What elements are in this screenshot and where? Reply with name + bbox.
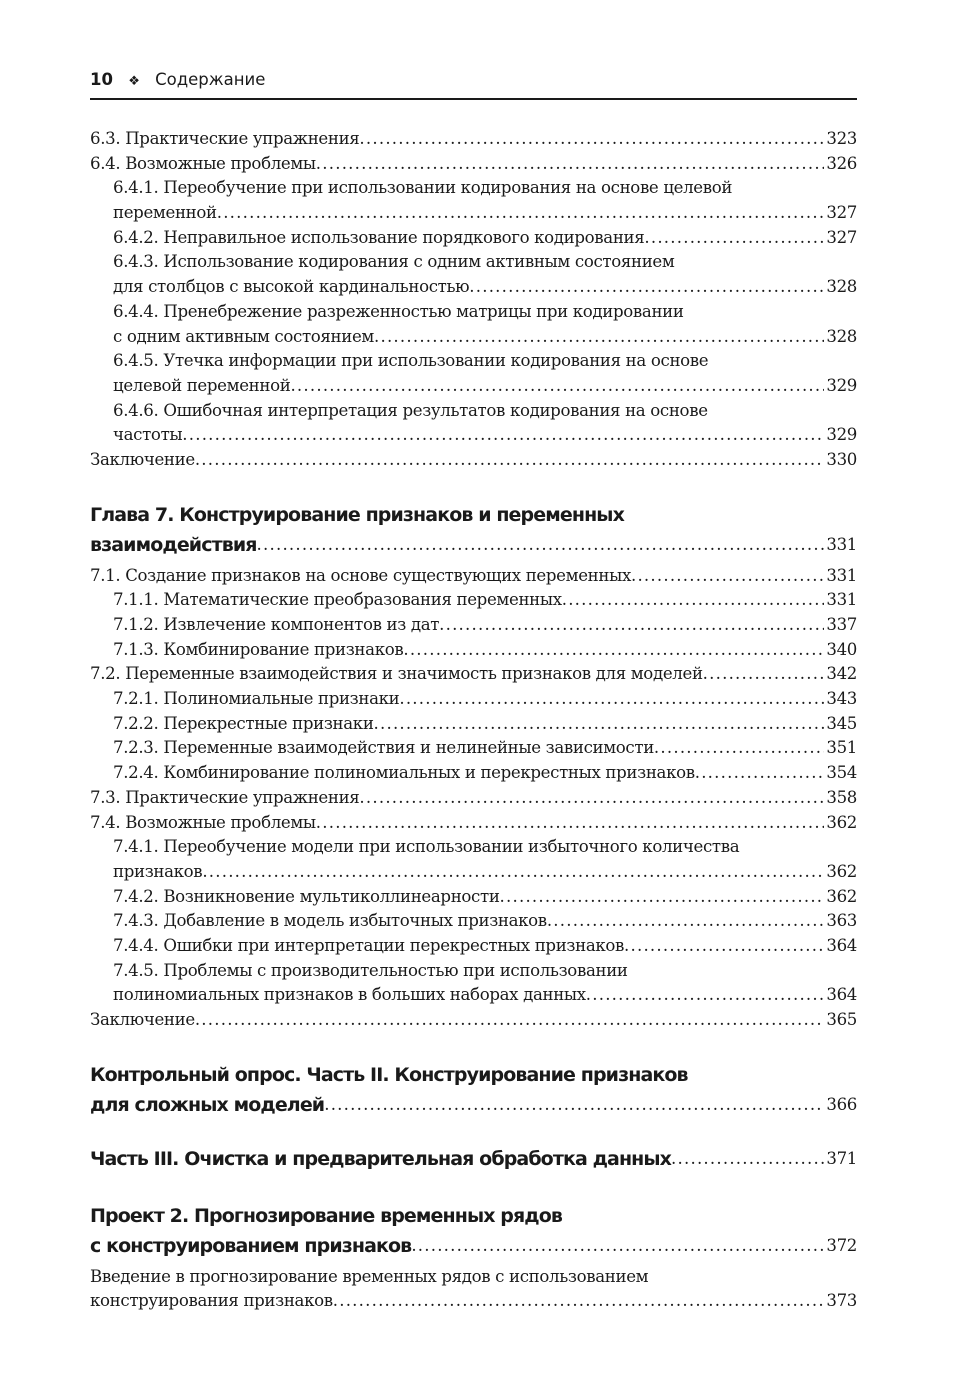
- toc-entry-text: 7.1.2. Извлечение компонентов из дат: [113, 615, 440, 634]
- toc-entry-line-with-page: [90, 564, 857, 589]
- dot-leader: [500, 885, 825, 910]
- toc-entry-text: Часть III. Очистка и предварительная обработка данных: [90, 1147, 672, 1170]
- toc-entry-line: [113, 300, 857, 325]
- dot-leader: [316, 811, 825, 836]
- toc-entry-line-with-page: [113, 909, 857, 934]
- toc-entry-text: Заключение: [90, 449, 195, 469]
- toc-entry-line: [90, 1060, 857, 1090]
- toc-page-number: 366: [826, 1094, 857, 1114]
- toc-entry-text: 7.2.3. Переменные взаимодействия и нелинейные зависимости: [113, 738, 654, 758]
- toc-page-number: 330: [826, 449, 857, 469]
- toc-entry-line-with-page: [90, 662, 857, 687]
- toc-page-number: 329: [826, 425, 857, 445]
- dot-leader: [182, 423, 824, 448]
- toc-page-number: 342: [826, 664, 857, 684]
- toc-entry-text: 7.4.4. Ошибки при интерпретации перекрестных признаков: [113, 935, 625, 955]
- toc-entry-line-with-page: [113, 712, 857, 737]
- dot-leader: [703, 662, 825, 687]
- toc-entry-line-with-page: [113, 201, 857, 226]
- toc-entry[interactable]: [90, 349, 857, 398]
- toc-entry-line-with-page: [113, 638, 857, 663]
- toc-entry-text: для столбцов с высокой кардинальностью: [113, 277, 470, 297]
- toc-entry-text: 6.4.4. Пренебрежение разреженностью матрицы при кодировании: [113, 301, 684, 321]
- toc-entry[interactable]: [90, 300, 857, 349]
- toc-page-number: 362: [826, 812, 857, 832]
- toc-entry-line-with-page: [113, 983, 857, 1008]
- toc-page-number: 331: [826, 534, 857, 554]
- toc-entry-text: полиномиальных признаков в больших наборах данных: [113, 985, 586, 1005]
- toc-entry-line-with-page: [113, 423, 857, 448]
- toc-entry-text: признаков: [113, 861, 203, 881]
- toc-entry[interactable]: [90, 934, 857, 959]
- toc-entry-text: 7.4.3. Добавление в модель избыточных признаков: [113, 911, 547, 931]
- dot-leader: [654, 736, 824, 761]
- dot-leader: [399, 687, 824, 712]
- toc-entry[interactable]: [90, 250, 857, 299]
- dot-leader: [644, 226, 824, 251]
- spacer: [90, 1120, 857, 1144]
- toc-entry[interactable]: [90, 909, 857, 934]
- dot-leader: [290, 374, 824, 399]
- toc-page-number: 343: [826, 689, 857, 709]
- toc-entry-text: 7.4.1. Переобучение модели при использовании избыточного количества: [113, 837, 740, 857]
- dot-leader: [547, 909, 825, 934]
- dot-leader: [695, 761, 825, 786]
- toc-entry-line-with-page: [113, 226, 857, 251]
- toc-page-number: 328: [826, 277, 857, 297]
- toc-entry-line: [113, 349, 857, 374]
- dot-leader: [374, 325, 824, 350]
- dot-leader: [631, 564, 824, 589]
- dot-leader: [439, 613, 824, 638]
- toc-entry-text: Заключение: [90, 1010, 195, 1029]
- toc-chapter-entry[interactable]: [90, 1201, 857, 1261]
- toc-entry-text: 7.1. Создание признаков на основе существующих переменных: [90, 565, 631, 585]
- toc-entry-line-with-page: [90, 811, 857, 836]
- toc-page-number: 327: [826, 227, 857, 247]
- toc-entry-text: 7.2.4. Комбинирование полиномиальных и перекрестных признаков: [113, 763, 695, 783]
- toc-entry-text: Контрольный опрос. Часть II. Конструирование признаков: [90, 1063, 688, 1086]
- running-header: [90, 70, 857, 100]
- toc-page-number: 354: [826, 763, 857, 783]
- toc-entry-line: [113, 176, 857, 201]
- toc-entry-text: 7.4.5. Проблемы с производительностью при использовании: [113, 960, 628, 980]
- toc-entry-text: 7.2. Переменные взаимодействия и значимость признаков для моделей: [90, 664, 703, 684]
- toc-entry-line-with-page: [113, 736, 857, 761]
- toc-entry-text: Проект 2. Прогнозирование временных рядов: [90, 1204, 563, 1227]
- toc-entry-line-with-page: [90, 786, 857, 811]
- dot-leader: [403, 638, 824, 663]
- toc-page-number: 337: [826, 615, 857, 634]
- toc-entry-text: 6.4.2. Неправильное использование порядкового кодирования: [113, 227, 645, 247]
- toc-entry-line-with-page: [90, 1008, 857, 1033]
- toc-entry[interactable]: [90, 152, 857, 177]
- toc-page-number: 364: [826, 935, 857, 955]
- toc-entry-line-with-page: [113, 761, 857, 786]
- toc-page-number: 373: [826, 1291, 857, 1311]
- toc-entry[interactable]: [90, 811, 857, 836]
- dot-leader: [324, 1090, 824, 1120]
- toc-entry[interactable]: [90, 127, 857, 152]
- toc-entry-text: 7.2.2. Перекрестные признаки: [113, 713, 374, 733]
- toc-entry-line-with-page: [113, 325, 857, 350]
- toc-entry[interactable]: [90, 588, 857, 613]
- toc-entry[interactable]: [90, 448, 857, 473]
- toc-page-number: 327: [826, 203, 857, 223]
- toc-page-number: 328: [826, 326, 857, 346]
- dot-leader: [374, 712, 825, 737]
- toc-entry-line-with-page: [113, 687, 857, 712]
- toc-entry-text: целевой переменной: [113, 375, 291, 395]
- toc-entry[interactable]: [90, 226, 857, 251]
- toc-entry-text: Введение в прогнозирование временных рядов с использованием: [90, 1266, 649, 1286]
- toc-entry-line: [90, 500, 857, 530]
- toc-page-number: 364: [826, 985, 857, 1005]
- toc-page-number: 363: [826, 911, 857, 931]
- toc-entry-line: [90, 1201, 857, 1231]
- toc-entry[interactable]: [90, 959, 857, 1008]
- toc-entry-text: 6.4.5. Утечка информации при использовании кодирования на основе: [113, 351, 709, 371]
- toc-entry[interactable]: [90, 761, 857, 786]
- dot-leader: [217, 201, 825, 226]
- toc-chapter-entry[interactable]: [90, 1060, 857, 1120]
- dot-leader: [316, 152, 825, 177]
- toc-page-number: 331: [826, 565, 857, 585]
- dot-leader: [257, 530, 825, 560]
- toc-page-number: 331: [826, 590, 857, 610]
- toc-page-number: 362: [826, 886, 857, 906]
- dot-leader: [202, 860, 824, 885]
- toc-entry-text: переменной: [113, 203, 217, 223]
- dot-leader: [359, 127, 824, 152]
- toc-entry[interactable]: [90, 885, 857, 910]
- toc-entry-line: [113, 835, 857, 860]
- toc-page-number: 329: [826, 375, 857, 395]
- toc-entry-line-with-page: [90, 1144, 857, 1174]
- toc-entry[interactable]: [90, 712, 857, 737]
- toc-entry-text: 6.4.6. Ошибочная интерпретация результатов кодирования на основе: [113, 400, 708, 420]
- toc-entry[interactable]: [90, 736, 857, 761]
- toc-entry-line-with-page: [90, 1231, 857, 1261]
- toc-entry-line-with-page: [90, 1090, 857, 1120]
- dot-leader: [469, 275, 824, 300]
- toc-entry-text: Глава 7. Конструирование признаков и переменных: [90, 503, 624, 526]
- toc-entry[interactable]: [90, 638, 857, 663]
- toc-entry-line: [113, 399, 857, 424]
- toc-entry-line-with-page: [113, 934, 857, 959]
- toc-entry-text: для сложных моделей: [90, 1093, 325, 1116]
- dot-leader: [359, 786, 824, 811]
- toc-entry-text: 7.2.1. Полиномиальные признаки: [113, 689, 400, 709]
- toc-page-number: 371: [826, 1148, 857, 1168]
- toc-entry-text: конструирования признаков: [90, 1291, 333, 1311]
- toc-entry-line-with-page: [113, 588, 857, 613]
- toc-entry-line: [90, 1265, 857, 1290]
- toc-page-number: 372: [826, 1235, 857, 1255]
- dot-leader: [195, 448, 825, 473]
- toc-entry[interactable]: [90, 662, 857, 687]
- toc-entry-text: с одним активным состоянием: [113, 326, 374, 346]
- dot-leader: [562, 588, 825, 613]
- running-title: Содержание: [155, 70, 266, 89]
- page-number: 10: [90, 70, 113, 89]
- toc-entry-text: 6.4. Возможные проблемы: [90, 153, 316, 173]
- spacer: [90, 473, 857, 500]
- toc-page-number: 362: [826, 861, 857, 881]
- toc-entry-text: взаимодействия: [90, 533, 257, 556]
- ornament-icon: ❖: [128, 74, 140, 89]
- toc-entry-text: 7.4.2. Возникновение мультиколлинеарности: [113, 886, 500, 906]
- toc-entry-line-with-page: [113, 860, 857, 885]
- toc-entry[interactable]: [90, 613, 857, 638]
- toc-page-number: 351: [826, 738, 857, 758]
- toc-entry-line-with-page: [90, 152, 857, 177]
- toc-entry-line-with-page: [113, 275, 857, 300]
- toc-entry-text: 6.3. Практические упражнения: [90, 129, 360, 148]
- toc-entry[interactable]: [90, 1008, 857, 1033]
- toc-page-number: 323: [826, 129, 857, 148]
- toc-page-number: 345: [826, 713, 857, 733]
- toc-entry-text: с конструированием признаков: [90, 1234, 412, 1257]
- toc-chapter-entry[interactable]: [90, 500, 857, 560]
- toc-entry-text: 7.4. Возможные проблемы: [90, 812, 316, 832]
- toc-entry-line-with-page: [90, 127, 857, 152]
- toc-entry-line-with-page: [113, 374, 857, 399]
- toc-page-number: 365: [826, 1010, 857, 1029]
- toc-entry-line-with-page: [113, 885, 857, 910]
- toc-entry[interactable]: [90, 687, 857, 712]
- toc-chapter-entry[interactable]: [90, 1144, 857, 1174]
- dot-leader: [586, 983, 825, 1008]
- toc-page-number: 326: [826, 153, 857, 173]
- dot-leader: [671, 1144, 824, 1174]
- toc-page-number: 358: [826, 787, 857, 807]
- toc-entry-text: 6.4.3. Использование кодирования с одним активным состоянием: [113, 252, 675, 272]
- toc-entry-line-with-page: [90, 1289, 857, 1314]
- toc-entry-line-with-page: [90, 448, 857, 473]
- toc-entry-text: 6.4.1. Переобучение при использовании кодирования на основе целевой: [113, 178, 733, 198]
- toc-entry-line-with-page: [90, 530, 857, 560]
- toc-entry-line-with-page: [113, 613, 857, 638]
- toc-entry-text: 7.1.1. Математические преобразования переменных: [113, 590, 562, 610]
- dot-leader: [411, 1231, 824, 1261]
- toc-entry[interactable]: [90, 399, 857, 448]
- toc-entry[interactable]: [90, 786, 857, 811]
- spacer: [90, 1174, 857, 1201]
- toc-entry-line: [113, 959, 857, 984]
- toc-entry[interactable]: [90, 176, 857, 225]
- spacer: [90, 1033, 857, 1060]
- toc-page-number: 340: [826, 639, 857, 659]
- dot-leader: [333, 1289, 825, 1314]
- dot-leader: [624, 934, 824, 959]
- toc-entry[interactable]: [90, 1265, 857, 1314]
- toc-entry-text: 7.3. Практические упражнения: [90, 787, 360, 807]
- dot-leader: [195, 1008, 825, 1033]
- toc-entry-text: частоты: [113, 425, 183, 445]
- toc-entry-line: [113, 250, 857, 275]
- toc-entry[interactable]: [90, 564, 857, 589]
- table-of-contents: [90, 127, 857, 1314]
- toc-entry[interactable]: [90, 835, 857, 884]
- toc-entry-text: 7.1.3. Комбинирование признаков: [113, 639, 404, 659]
